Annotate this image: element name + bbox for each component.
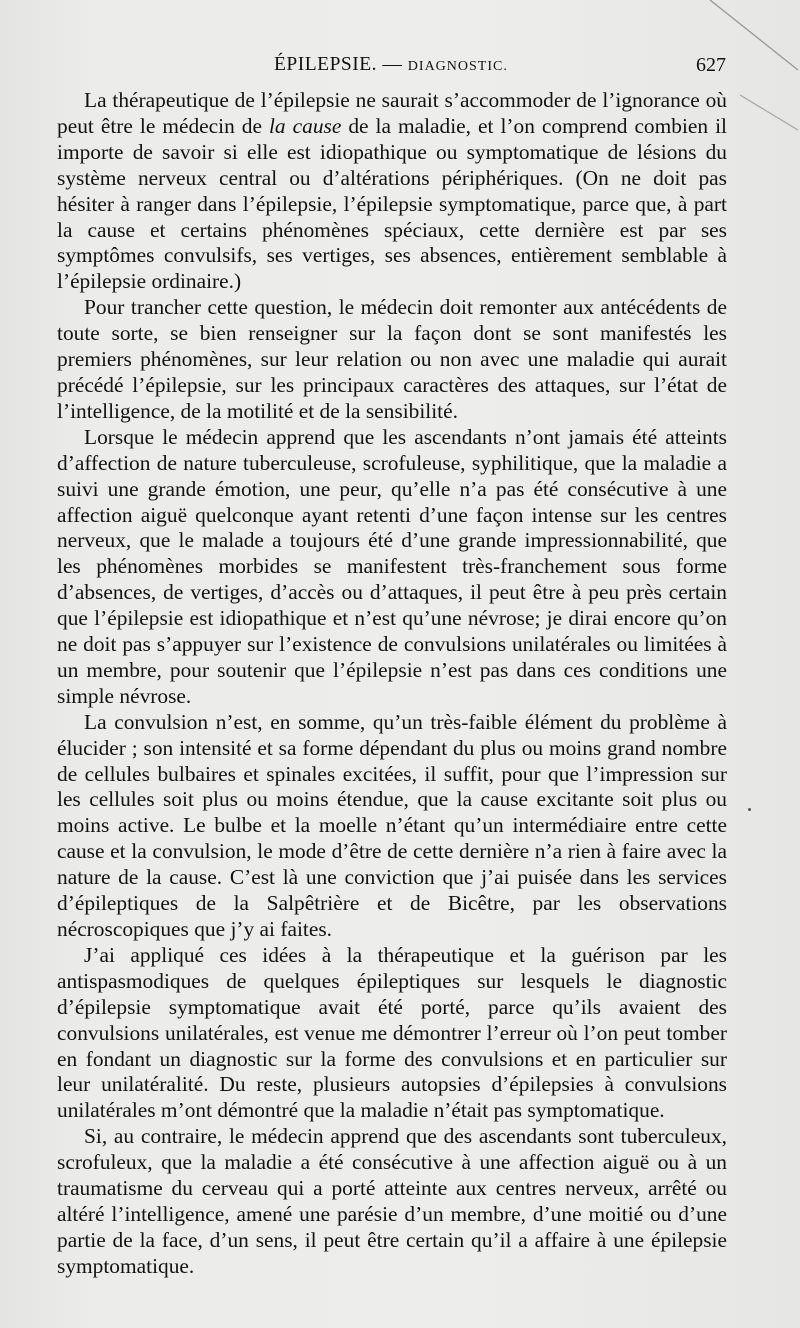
body-text	[57, 88, 727, 1280]
paragraph: Lorsque le médecin apprend que les ascendants n’ont jamais été atteints d’affection de nature tuberculeuse, scrofuleuse, syphilitique, que la maladie a suivi une grande émotion, une peur, qu’elle n’a pas été consécutive à une affection aiguë quelconque ayant retenti d’une façon intense sur les centres nerveux, que le malade a toujours été d’une grande impressionnabilité, que les phénomènes morbides se manifestent très-franchement sous forme d’absences, de vertiges, d’accès ou d’attaques, il peut être à peu près certain que l’épilepsie est idiopathique et n’est qu’une névrose; je dirai encore qu’on ne doit pas s’appuyer sur l’existence de convulsions unilatérales ou limitées à un membre, pour soutenir que l’épilepsie n’est pas dans ces conditions une simple névrose.	[57, 424, 727, 708]
section-title: DIAGNOSTIC.	[407, 59, 508, 74]
page-number: 627	[696, 54, 726, 76]
paragraph: Pour trancher cette question, le médecin doit remonter aux antécédents de toute sorte, se bien renseigner sur la façon dont se sont manifestés les premiers phénomènes, sur leur relation ou non avec une maladie qui aurait précédé l’épilepsie, sur les principaux caractères des attaques, sur l’état de l’intelligence, de la motilité et de la sensibilité.	[57, 295, 727, 423]
running-head-title	[274, 54, 508, 76]
paragraph: Si, au contraire, le médecin apprend que des ascendants sont tuberculeux, scrofuleux, que la maladie a été consécutive à une affection aiguë ou à un traumatisme du cerveau qui a porté atteinte aux centres nerveux, arrêté ou altéré l’intelligence, amené une parésie d’un membre, d’une moitié ou d’une partie de la face, d’un sens, il peut être certain qu’il a affaire à une épilepsie symptomatique.	[57, 1124, 727, 1278]
ink-speck	[748, 808, 751, 811]
emphasis-text: la cause	[268, 113, 342, 138]
paragraph: J’ai appliqué ces idées à la thérapeutique et la guérison par les antispasmodiques de quelques épileptiques sur lesquels le diagnostic d’épilepsie symptomatique avait été porté, parce qu’ils avaient des convulsions unilatérales, est venue me démontrer l’erreur où l’on peut tomber en fondant un diagnostic sur la forme des convulsions et en particulier sur leur unilatéralité. Du reste, plusieurs autopsies d’épilepsies à convulsions unilatérales m’ont démontré que la maladie n’était pas symptomatique.	[57, 942, 727, 1123]
paragraph-text: La thérapeutique de l’épilepsie ne saurait s’accommoder de l’ignorance où peut être le médecin de	[57, 88, 727, 138]
paragraph: La convulsion n’est, en somme, qu’un très-faible élément du problème à élucider ; son intensité et sa forme dépendant du plus ou moins grand nombre de cellules bulbaires et spinales excitées, il suffit, pour que l’impression sur les cellules soit plus ou moins étendue, que la cause excitante soit plus ou moins active. Le bulbe et la moelle n’étant qu’un intermédiaire entre cette cause et la convulsion, le mode d’être de cette dernière n’a rien à faire avec la nature de la cause. C’est là une conviction que j’ai puisée dans les services d’épileptiques de la Salpêtrière et de Bicêtre, par les observations nécroscopiques que j’y ai faites.	[57, 709, 727, 941]
paragraph-text: de la maladie, et l’on comprend combien il importe de savoir si elle est idiopathique ou symptomatique de lésions du système nerveux central ou d’altérations périphériques. (On ne doit pas hésiter à ranger dans l’épilepsie, l’épilepsie symptomatique, parce que, à part la cause et certains phénomènes spéciaux, cette dernière est par ses symptômes convulsifs, ses vertiges, ses absences, entièrement semblable à l’épilepsie ordinaire.)	[57, 113, 727, 294]
chapter-title: ÉPILEPSIE.	[274, 54, 378, 75]
header-separator: —	[377, 54, 408, 75]
running-header	[78, 52, 726, 82]
paragraph	[57, 88, 727, 295]
